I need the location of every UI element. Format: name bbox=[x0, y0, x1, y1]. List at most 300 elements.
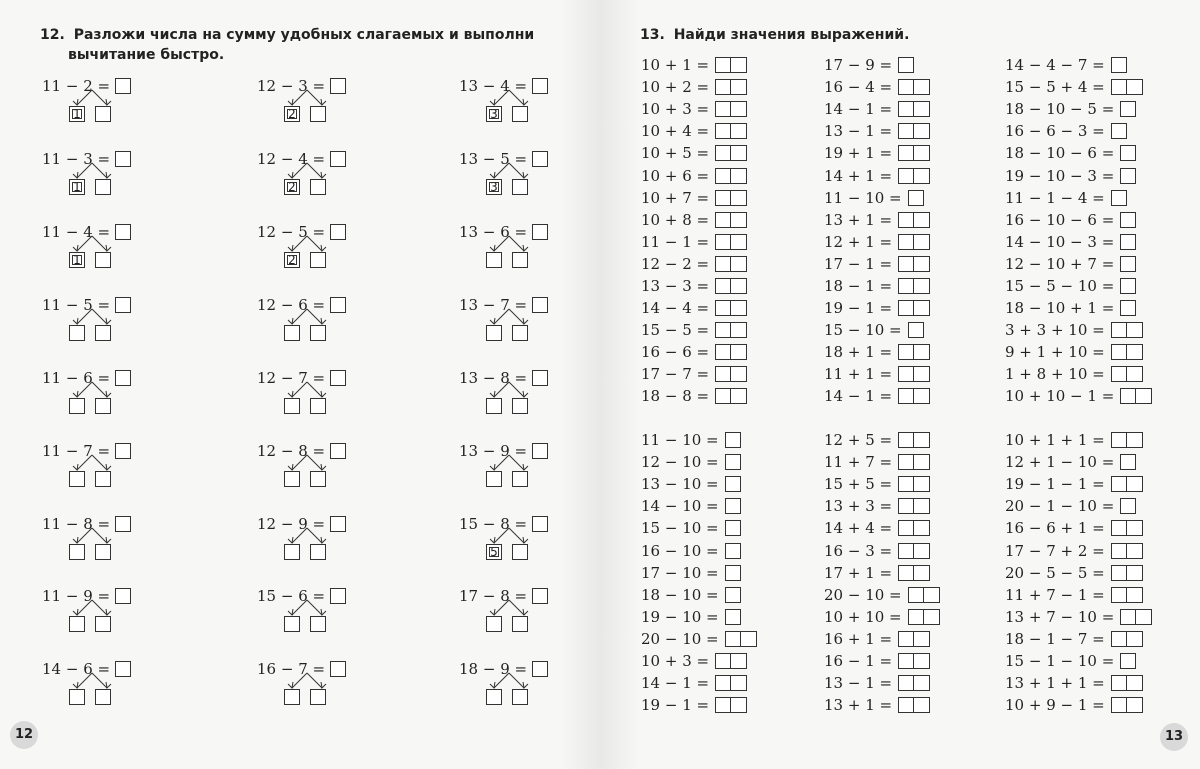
answer-cells[interactable] bbox=[898, 476, 930, 492]
second-addend-box[interactable] bbox=[310, 179, 326, 195]
second-addend-box[interactable] bbox=[512, 689, 528, 705]
answer-cells[interactable] bbox=[898, 565, 930, 581]
answer-cell[interactable] bbox=[731, 212, 747, 228]
answer-cells[interactable] bbox=[725, 454, 741, 470]
second-addend-box[interactable] bbox=[310, 252, 326, 268]
answer-cells[interactable] bbox=[1111, 587, 1143, 603]
answer-cells[interactable] bbox=[1120, 212, 1136, 228]
answer-cell[interactable] bbox=[1111, 697, 1127, 713]
answer-cell[interactable] bbox=[731, 145, 747, 161]
answer-cell[interactable] bbox=[914, 498, 930, 514]
first-addend-box[interactable] bbox=[284, 689, 300, 705]
answer-cells[interactable] bbox=[1120, 498, 1136, 514]
answer-cell[interactable] bbox=[715, 190, 731, 206]
second-addend-box[interactable] bbox=[512, 616, 528, 632]
second-addend-box[interactable] bbox=[310, 544, 326, 560]
answer-cells[interactable] bbox=[1111, 57, 1127, 73]
answer-cells[interactable] bbox=[725, 565, 741, 581]
first-addend-box[interactable] bbox=[284, 544, 300, 560]
answer-cell[interactable] bbox=[1127, 587, 1143, 603]
answer-cell[interactable] bbox=[914, 432, 930, 448]
answer-cell[interactable] bbox=[725, 454, 741, 470]
answer-cell[interactable] bbox=[898, 366, 914, 382]
answer-cell[interactable] bbox=[1111, 123, 1127, 139]
answer-cells[interactable] bbox=[715, 675, 747, 691]
answer-cells[interactable] bbox=[715, 123, 747, 139]
answer-cell[interactable] bbox=[1136, 388, 1152, 404]
answer-cell[interactable] bbox=[1127, 520, 1143, 536]
answer-cell[interactable] bbox=[898, 101, 914, 117]
answer-cells[interactable] bbox=[908, 609, 940, 625]
answer-cell[interactable] bbox=[1120, 256, 1136, 272]
answer-cell[interactable] bbox=[1120, 300, 1136, 316]
answer-cells[interactable] bbox=[898, 168, 930, 184]
answer-cell[interactable] bbox=[898, 432, 914, 448]
answer-cells[interactable] bbox=[898, 79, 930, 95]
answer-cells[interactable] bbox=[1120, 234, 1136, 250]
answer-cells[interactable] bbox=[725, 609, 741, 625]
answer-cell[interactable] bbox=[898, 256, 914, 272]
answer-cells[interactable] bbox=[725, 543, 741, 559]
answer-cell[interactable] bbox=[914, 234, 930, 250]
answer-cells[interactable] bbox=[898, 543, 930, 559]
answer-cells[interactable] bbox=[715, 101, 747, 117]
answer-cells[interactable] bbox=[1120, 653, 1136, 669]
answer-cell[interactable] bbox=[914, 388, 930, 404]
answer-cell[interactable] bbox=[1111, 432, 1127, 448]
answer-cell[interactable] bbox=[725, 631, 741, 647]
answer-cell[interactable] bbox=[1111, 57, 1127, 73]
answer-cells[interactable] bbox=[715, 79, 747, 95]
answer-cell[interactable] bbox=[715, 697, 731, 713]
answer-cell[interactable] bbox=[731, 234, 747, 250]
answer-cells[interactable] bbox=[898, 256, 930, 272]
answer-cell[interactable] bbox=[715, 212, 731, 228]
second-addend-box[interactable] bbox=[95, 398, 111, 414]
answer-cells[interactable] bbox=[1120, 388, 1152, 404]
answer-cells[interactable] bbox=[1120, 300, 1136, 316]
first-addend-box[interactable] bbox=[486, 689, 502, 705]
answer-cell[interactable] bbox=[715, 256, 731, 272]
answer-cell[interactable] bbox=[898, 145, 914, 161]
answer-cells[interactable] bbox=[898, 212, 930, 228]
answer-cell[interactable] bbox=[908, 322, 924, 338]
answer-cells[interactable] bbox=[898, 697, 930, 713]
answer-cell[interactable] bbox=[914, 278, 930, 294]
second-addend-box[interactable] bbox=[95, 179, 111, 195]
answer-cell[interactable] bbox=[914, 631, 930, 647]
decompose-exercise bbox=[459, 76, 639, 128]
answer-cell[interactable] bbox=[898, 57, 914, 73]
answer-cell[interactable] bbox=[898, 498, 914, 514]
first-addend-box[interactable] bbox=[486, 252, 502, 268]
answer-cells[interactable] bbox=[1111, 322, 1143, 338]
second-addend-box[interactable] bbox=[512, 325, 528, 341]
answer-cell[interactable] bbox=[898, 543, 914, 559]
answer-cell[interactable] bbox=[1136, 609, 1152, 625]
second-addend-box[interactable] bbox=[310, 616, 326, 632]
answer-cell[interactable] bbox=[898, 278, 914, 294]
answer-cell[interactable] bbox=[898, 212, 914, 228]
answer-cells[interactable] bbox=[1120, 101, 1136, 117]
answer-cell[interactable] bbox=[731, 123, 747, 139]
answer-cell[interactable] bbox=[914, 123, 930, 139]
answer-cells[interactable] bbox=[898, 101, 930, 117]
answer-cells[interactable] bbox=[1111, 520, 1143, 536]
answer-cells[interactable] bbox=[715, 366, 747, 382]
answer-cell[interactable] bbox=[715, 675, 731, 691]
answer-cells[interactable] bbox=[898, 344, 930, 360]
answer-cells[interactable] bbox=[725, 498, 741, 514]
answer-cell[interactable] bbox=[1111, 344, 1127, 360]
answer-cell[interactable] bbox=[898, 234, 914, 250]
expression-row bbox=[824, 209, 930, 231]
answer-cell[interactable] bbox=[1127, 344, 1143, 360]
second-addend-box[interactable] bbox=[512, 252, 528, 268]
first-addend-box[interactable]: 1 bbox=[69, 252, 85, 268]
answer-cells[interactable] bbox=[898, 278, 930, 294]
answer-cell[interactable] bbox=[731, 388, 747, 404]
answer-cell[interactable] bbox=[898, 476, 914, 492]
answer-cell[interactable] bbox=[725, 498, 741, 514]
expression-row bbox=[641, 275, 747, 297]
answer-cell[interactable] bbox=[914, 454, 930, 470]
answer-cell[interactable] bbox=[898, 675, 914, 691]
answer-cell[interactable] bbox=[1111, 520, 1127, 536]
second-addend-box[interactable] bbox=[95, 689, 111, 705]
first-addend-box[interactable]: 5 bbox=[486, 544, 502, 560]
answer-cell[interactable] bbox=[1111, 366, 1127, 382]
answer-cells[interactable] bbox=[725, 631, 757, 647]
answer-cell[interactable] bbox=[715, 322, 731, 338]
decompose-exercise bbox=[257, 659, 437, 711]
answer-cell[interactable] bbox=[1120, 498, 1136, 514]
answer-cells[interactable] bbox=[715, 653, 747, 669]
answer-cell[interactable] bbox=[1120, 653, 1136, 669]
second-addend-box[interactable] bbox=[95, 325, 111, 341]
second-addend-box[interactable] bbox=[512, 179, 528, 195]
answer-cell[interactable] bbox=[731, 344, 747, 360]
answer-cells[interactable] bbox=[898, 234, 930, 250]
answer-cells[interactable] bbox=[898, 675, 930, 691]
answer-cell[interactable] bbox=[1127, 432, 1143, 448]
first-addend-box[interactable] bbox=[69, 616, 85, 632]
answer-cells[interactable] bbox=[1120, 454, 1136, 470]
answer-cells[interactable] bbox=[898, 388, 930, 404]
second-addend-box[interactable] bbox=[95, 616, 111, 632]
answer-cells[interactable] bbox=[898, 653, 930, 669]
answer-cells[interactable] bbox=[1120, 278, 1136, 294]
answer-cells[interactable] bbox=[1120, 609, 1152, 625]
answer-cell[interactable] bbox=[731, 278, 747, 294]
answer-cell[interactable] bbox=[725, 543, 741, 559]
answer-cell[interactable] bbox=[1127, 543, 1143, 559]
answer-cell[interactable] bbox=[731, 256, 747, 272]
answer-cells[interactable] bbox=[1111, 366, 1143, 382]
answer-cell[interactable] bbox=[1127, 697, 1143, 713]
answer-cell[interactable] bbox=[1111, 322, 1127, 338]
answer-cell[interactable] bbox=[924, 587, 940, 603]
answer-cell[interactable] bbox=[898, 344, 914, 360]
first-addend-box[interactable] bbox=[69, 689, 85, 705]
answer-cells[interactable] bbox=[1111, 631, 1143, 647]
answer-cell[interactable] bbox=[725, 609, 741, 625]
answer-cell[interactable] bbox=[908, 609, 924, 625]
answer-cells[interactable] bbox=[1111, 476, 1143, 492]
answer-cell[interactable] bbox=[898, 123, 914, 139]
answer-cell[interactable] bbox=[914, 697, 930, 713]
answer-cell[interactable] bbox=[908, 587, 924, 603]
second-addend-box[interactable] bbox=[512, 398, 528, 414]
answer-cell[interactable] bbox=[741, 631, 757, 647]
answer-cell[interactable] bbox=[1120, 101, 1136, 117]
expression-text: 19 − 1 = bbox=[824, 299, 893, 318]
answer-cells[interactable] bbox=[1120, 145, 1136, 161]
answer-cell[interactable] bbox=[898, 520, 914, 536]
answer-cell[interactable] bbox=[715, 57, 731, 73]
answer-cells[interactable] bbox=[725, 587, 741, 603]
expression-text: 13 + 3 = bbox=[824, 497, 893, 516]
answer-cell[interactable] bbox=[715, 101, 731, 117]
first-addend-box[interactable] bbox=[284, 325, 300, 341]
answer-cell[interactable] bbox=[914, 145, 930, 161]
answer-cells[interactable] bbox=[898, 631, 930, 647]
answer-cells[interactable] bbox=[908, 190, 924, 206]
first-addend-box[interactable] bbox=[69, 471, 85, 487]
first-addend-box[interactable]: 1 bbox=[69, 179, 85, 195]
answer-cell[interactable] bbox=[1120, 212, 1136, 228]
answer-cell[interactable] bbox=[715, 145, 731, 161]
second-addend-box[interactable] bbox=[512, 544, 528, 560]
answer-cell[interactable] bbox=[914, 543, 930, 559]
answer-cell[interactable] bbox=[1120, 388, 1136, 404]
expression-row bbox=[1005, 473, 1152, 495]
first-addend-box[interactable]: 2 bbox=[284, 106, 300, 122]
answer-cell[interactable] bbox=[914, 520, 930, 536]
answer-cell[interactable] bbox=[908, 190, 924, 206]
answer-cell[interactable] bbox=[715, 278, 731, 294]
answer-cells[interactable] bbox=[1111, 432, 1143, 448]
answer-cell[interactable] bbox=[914, 675, 930, 691]
answer-cells[interactable] bbox=[898, 366, 930, 382]
answer-cell[interactable] bbox=[914, 653, 930, 669]
answer-cells[interactable] bbox=[908, 587, 940, 603]
answer-cells[interactable] bbox=[715, 145, 747, 161]
answer-cells[interactable] bbox=[1120, 256, 1136, 272]
answer-cells[interactable] bbox=[725, 432, 741, 448]
answer-cell[interactable] bbox=[914, 366, 930, 382]
answer-cell[interactable] bbox=[914, 476, 930, 492]
first-addend-box[interactable] bbox=[284, 616, 300, 632]
answer-cell[interactable] bbox=[715, 388, 731, 404]
answer-cell[interactable] bbox=[914, 79, 930, 95]
answer-cell[interactable] bbox=[731, 79, 747, 95]
answer-cells[interactable] bbox=[715, 344, 747, 360]
second-addend-box[interactable] bbox=[95, 471, 111, 487]
answer-cell[interactable] bbox=[914, 168, 930, 184]
answer-cells[interactable] bbox=[715, 300, 747, 316]
answer-cell[interactable] bbox=[914, 344, 930, 360]
first-addend-box[interactable] bbox=[69, 325, 85, 341]
answer-cell[interactable] bbox=[715, 366, 731, 382]
first-addend-box[interactable] bbox=[284, 398, 300, 414]
answer-cell[interactable] bbox=[1127, 366, 1143, 382]
first-addend-box[interactable]: 2 bbox=[284, 252, 300, 268]
expression-text: 11 + 7 = bbox=[824, 453, 893, 472]
answer-cell[interactable] bbox=[731, 697, 747, 713]
answer-cell[interactable] bbox=[898, 300, 914, 316]
answer-cells[interactable] bbox=[715, 190, 747, 206]
answer-cell[interactable] bbox=[1111, 543, 1127, 559]
bottom_columns-column bbox=[641, 429, 757, 716]
first-addend-box[interactable] bbox=[486, 325, 502, 341]
answer-cells[interactable] bbox=[715, 388, 747, 404]
answer-cell[interactable] bbox=[731, 57, 747, 73]
answer-cell[interactable] bbox=[898, 79, 914, 95]
second-addend-box[interactable] bbox=[512, 106, 528, 122]
expression-text: 10 + 10 = bbox=[824, 607, 902, 626]
answer-cells[interactable] bbox=[1120, 168, 1136, 184]
answer-cells[interactable] bbox=[715, 697, 747, 713]
answer-cells[interactable] bbox=[1111, 190, 1127, 206]
answer-cell[interactable] bbox=[731, 653, 747, 669]
answer-cell[interactable] bbox=[725, 432, 741, 448]
answer-cell[interactable] bbox=[1127, 476, 1143, 492]
second-addend-box[interactable] bbox=[95, 544, 111, 560]
answer-cell[interactable] bbox=[898, 631, 914, 647]
answer-cell[interactable] bbox=[1120, 278, 1136, 294]
answer-cells[interactable] bbox=[898, 57, 914, 73]
answer-cell[interactable] bbox=[1111, 190, 1127, 206]
first-addend-box[interactable] bbox=[284, 471, 300, 487]
answer-cells[interactable] bbox=[1111, 79, 1143, 95]
first-addend-box[interactable] bbox=[69, 544, 85, 560]
answer-cell[interactable] bbox=[715, 79, 731, 95]
first-addend-box[interactable] bbox=[69, 398, 85, 414]
answer-cell[interactable] bbox=[1111, 675, 1127, 691]
answer-cell[interactable] bbox=[725, 587, 741, 603]
answer-cell[interactable] bbox=[725, 476, 741, 492]
answer-cell[interactable] bbox=[914, 256, 930, 272]
answer-cells[interactable] bbox=[1111, 565, 1143, 581]
answer-cell[interactable] bbox=[1111, 587, 1127, 603]
answer-cells[interactable] bbox=[1111, 675, 1143, 691]
answer-cell[interactable] bbox=[898, 454, 914, 470]
answer-cell[interactable] bbox=[1111, 476, 1127, 492]
first-addend-box[interactable] bbox=[486, 471, 502, 487]
second-addend-box[interactable] bbox=[310, 398, 326, 414]
first-addend-box[interactable]: 2 bbox=[284, 179, 300, 195]
answer-cell[interactable] bbox=[1127, 79, 1143, 95]
answer-cell[interactable] bbox=[898, 168, 914, 184]
answer-cell[interactable] bbox=[898, 697, 914, 713]
first-addend-box[interactable] bbox=[486, 398, 502, 414]
answer-cell[interactable] bbox=[1120, 145, 1136, 161]
second-addend-box[interactable] bbox=[310, 106, 326, 122]
second-addend-box[interactable] bbox=[512, 471, 528, 487]
answer-cell[interactable] bbox=[1127, 322, 1143, 338]
answer-cell[interactable] bbox=[914, 300, 930, 316]
answer-cell[interactable] bbox=[1111, 79, 1127, 95]
answer-cell[interactable] bbox=[914, 212, 930, 228]
answer-cell[interactable] bbox=[731, 101, 747, 117]
answer-cells[interactable] bbox=[725, 476, 741, 492]
answer-cells[interactable] bbox=[715, 234, 747, 250]
answer-cell[interactable] bbox=[924, 609, 940, 625]
first-addend-box[interactable]: 3 bbox=[486, 106, 502, 122]
answer-cells[interactable] bbox=[715, 212, 747, 228]
answer-cells[interactable] bbox=[715, 278, 747, 294]
answer-cells[interactable] bbox=[715, 256, 747, 272]
answer-cell[interactable] bbox=[898, 653, 914, 669]
answer-cell[interactable] bbox=[731, 300, 747, 316]
answer-cell[interactable] bbox=[715, 234, 731, 250]
second-addend-box[interactable] bbox=[310, 325, 326, 341]
answer-cell[interactable] bbox=[1111, 565, 1127, 581]
answer-cell[interactable] bbox=[715, 300, 731, 316]
second-addend-box[interactable] bbox=[310, 471, 326, 487]
answer-cells[interactable] bbox=[1111, 344, 1143, 360]
expression-text: 18 − 10 + 1 = bbox=[1005, 299, 1115, 318]
answer-cells[interactable] bbox=[898, 432, 930, 448]
second-addend-box[interactable] bbox=[310, 689, 326, 705]
answer-cell[interactable] bbox=[898, 565, 914, 581]
answer-cell[interactable] bbox=[731, 168, 747, 184]
first-addend-box[interactable] bbox=[486, 616, 502, 632]
answer-cell[interactable] bbox=[715, 344, 731, 360]
answer-cell[interactable] bbox=[715, 168, 731, 184]
answer-cells[interactable] bbox=[898, 520, 930, 536]
answer-cell[interactable] bbox=[731, 190, 747, 206]
second-addend-box[interactable] bbox=[95, 252, 111, 268]
answer-cells[interactable] bbox=[908, 322, 924, 338]
answer-cell[interactable] bbox=[725, 565, 741, 581]
answer-cells[interactable] bbox=[898, 454, 930, 470]
answer-cell[interactable] bbox=[914, 565, 930, 581]
answer-cells[interactable] bbox=[725, 520, 741, 536]
answer-cells[interactable] bbox=[1111, 697, 1143, 713]
answer-cells[interactable] bbox=[1111, 543, 1143, 559]
second-addend-box[interactable] bbox=[95, 106, 111, 122]
answer-cells[interactable] bbox=[715, 322, 747, 338]
answer-cell[interactable] bbox=[1127, 631, 1143, 647]
answer-cell[interactable] bbox=[898, 388, 914, 404]
answer-cell[interactable] bbox=[1111, 631, 1127, 647]
answer-cell[interactable] bbox=[731, 366, 747, 382]
answer-cells[interactable] bbox=[715, 168, 747, 184]
answer-cells[interactable] bbox=[898, 300, 930, 316]
answer-cells[interactable] bbox=[898, 123, 930, 139]
answer-cells[interactable] bbox=[898, 498, 930, 514]
answer-cell[interactable] bbox=[715, 653, 731, 669]
answer-cell[interactable] bbox=[1127, 565, 1143, 581]
answer-cell[interactable] bbox=[725, 520, 741, 536]
answer-cell[interactable] bbox=[1120, 168, 1136, 184]
answer-cell[interactable] bbox=[1127, 675, 1143, 691]
first-addend-box[interactable]: 1 bbox=[69, 106, 85, 122]
answer-cell[interactable] bbox=[731, 675, 747, 691]
answer-cell[interactable] bbox=[731, 322, 747, 338]
answer-cell[interactable] bbox=[1120, 609, 1136, 625]
answer-cell[interactable] bbox=[1120, 454, 1136, 470]
first-addend-box[interactable]: 3 bbox=[486, 179, 502, 195]
answer-cells[interactable] bbox=[898, 145, 930, 161]
answer-cells[interactable] bbox=[715, 57, 747, 73]
answer-cells[interactable] bbox=[1111, 123, 1127, 139]
answer-cell[interactable] bbox=[715, 123, 731, 139]
answer-cell[interactable] bbox=[914, 101, 930, 117]
answer-cell[interactable] bbox=[1120, 234, 1136, 250]
